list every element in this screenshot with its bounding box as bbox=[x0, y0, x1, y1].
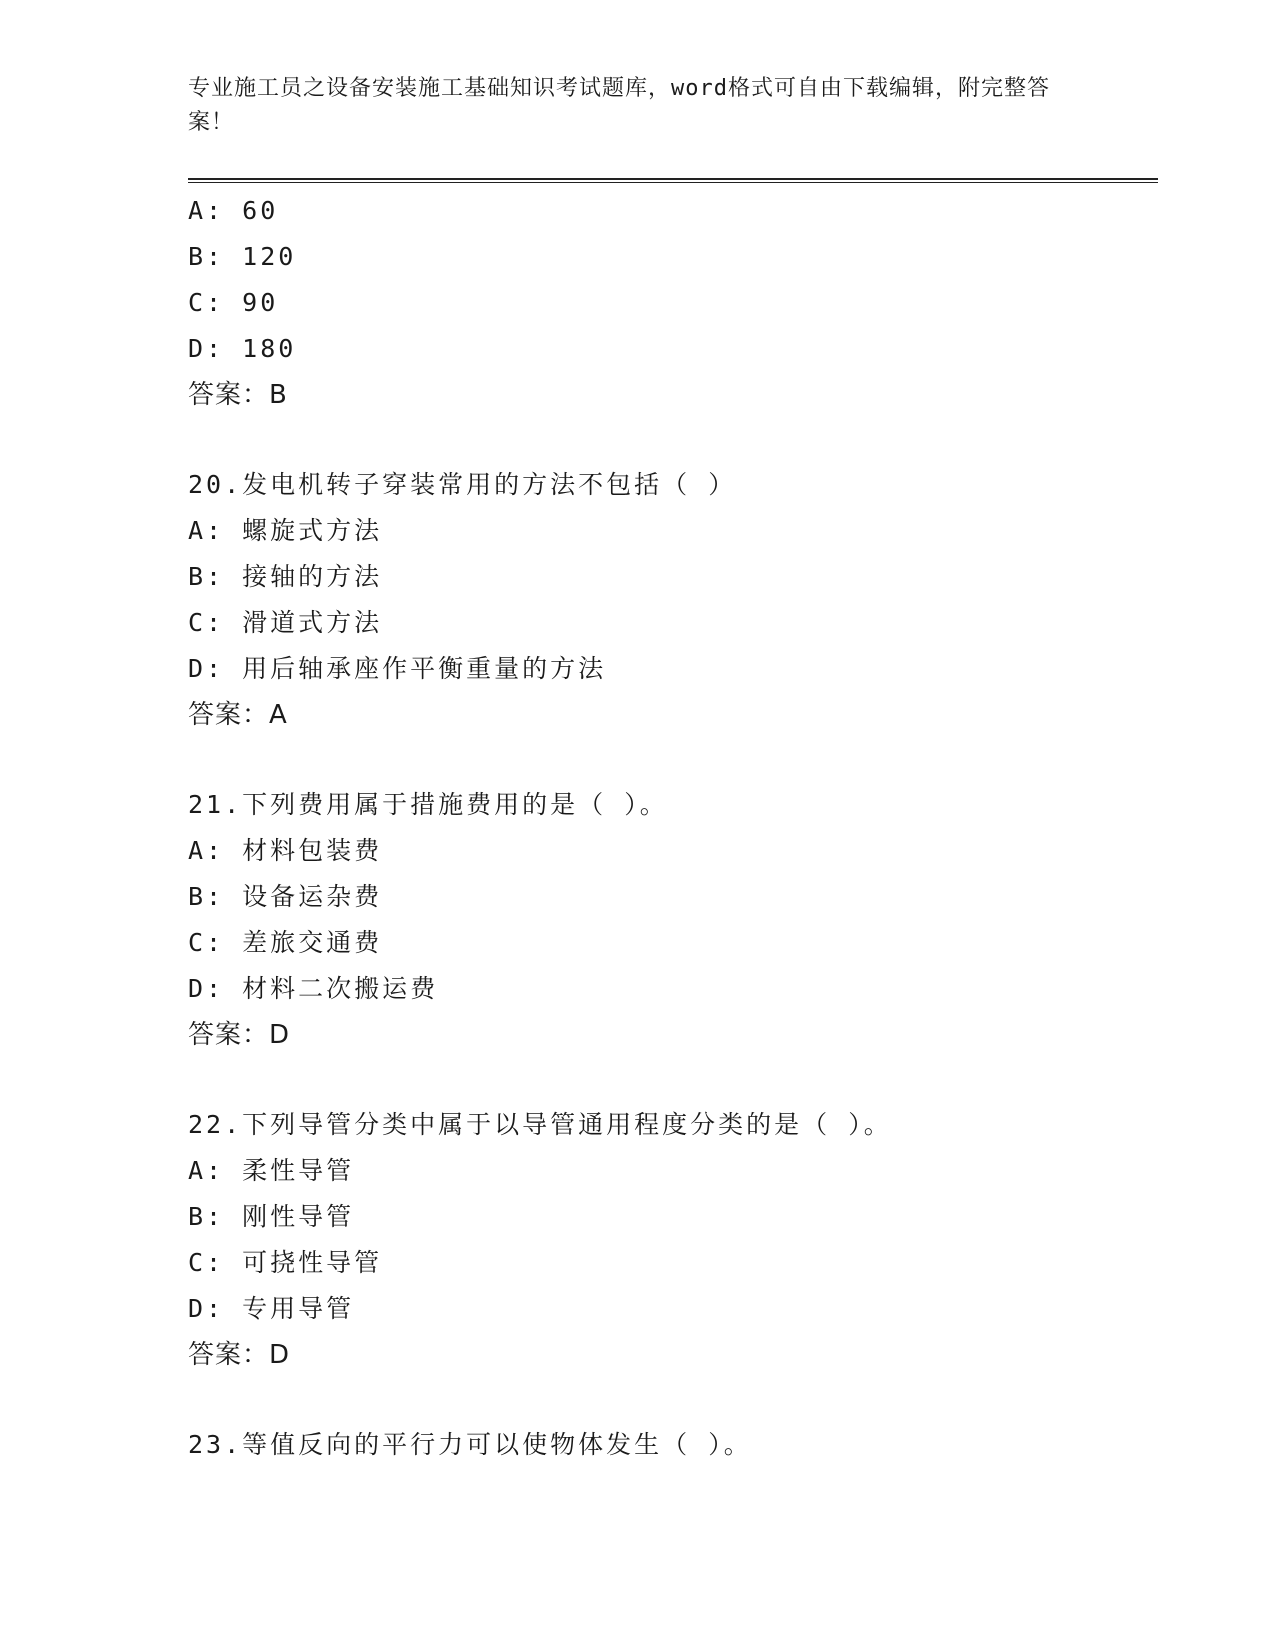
option-a: A: 柔性导管 bbox=[188, 1156, 355, 1185]
option-d: D: 材料二次搬运费 bbox=[188, 974, 439, 1003]
answer: 答案：B bbox=[188, 380, 288, 410]
answer: 答案：D bbox=[188, 1340, 291, 1370]
answer: 答案：A bbox=[188, 700, 288, 730]
header-rule bbox=[188, 178, 1158, 183]
question-19-continued bbox=[188, 188, 1158, 418]
option-c: C: 90 bbox=[188, 288, 279, 317]
option-b: B: 刚性导管 bbox=[188, 1202, 355, 1231]
question-stem: 23.等值反向的平行力可以使物体发生（ ）。 bbox=[188, 1430, 752, 1459]
option-b: B: 接轴的方法 bbox=[188, 562, 383, 591]
page-header: 专业施工员之设备安装施工基础知识考试题库，word格式可自由下载编辑，附完整答案！ bbox=[188, 76, 1050, 135]
question-stem: 20.发电机转子穿装常用的方法不包括（ ） bbox=[188, 470, 737, 499]
option-a: A: 螺旋式方法 bbox=[188, 516, 383, 545]
question-20 bbox=[188, 462, 1158, 738]
option-a: A: 60 bbox=[188, 196, 279, 225]
option-c: C: 滑道式方法 bbox=[188, 608, 383, 637]
option-d: D: 180 bbox=[188, 334, 297, 363]
question-list bbox=[188, 188, 1158, 1468]
option-b: B: 设备运杂费 bbox=[188, 882, 383, 911]
question-stem: 21.下列费用属于措施费用的是（ ）。 bbox=[188, 790, 668, 819]
question-stem: 22.下列导管分类中属于以导管通用程度分类的是（ ）。 bbox=[188, 1110, 892, 1139]
option-b: B: 120 bbox=[188, 242, 297, 271]
question-21 bbox=[188, 782, 1158, 1058]
option-a: A: 材料包装费 bbox=[188, 836, 383, 865]
option-c: C: 可挠性导管 bbox=[188, 1248, 383, 1277]
option-c: C: 差旅交通费 bbox=[188, 928, 383, 957]
option-d: D: 用后轴承座作平衡重量的方法 bbox=[188, 654, 607, 683]
answer: 答案：D bbox=[188, 1020, 291, 1050]
option-d: D: 专用导管 bbox=[188, 1294, 355, 1323]
document-page bbox=[188, 0, 1158, 1650]
question-23 bbox=[188, 1422, 1158, 1468]
question-22 bbox=[188, 1102, 1158, 1378]
